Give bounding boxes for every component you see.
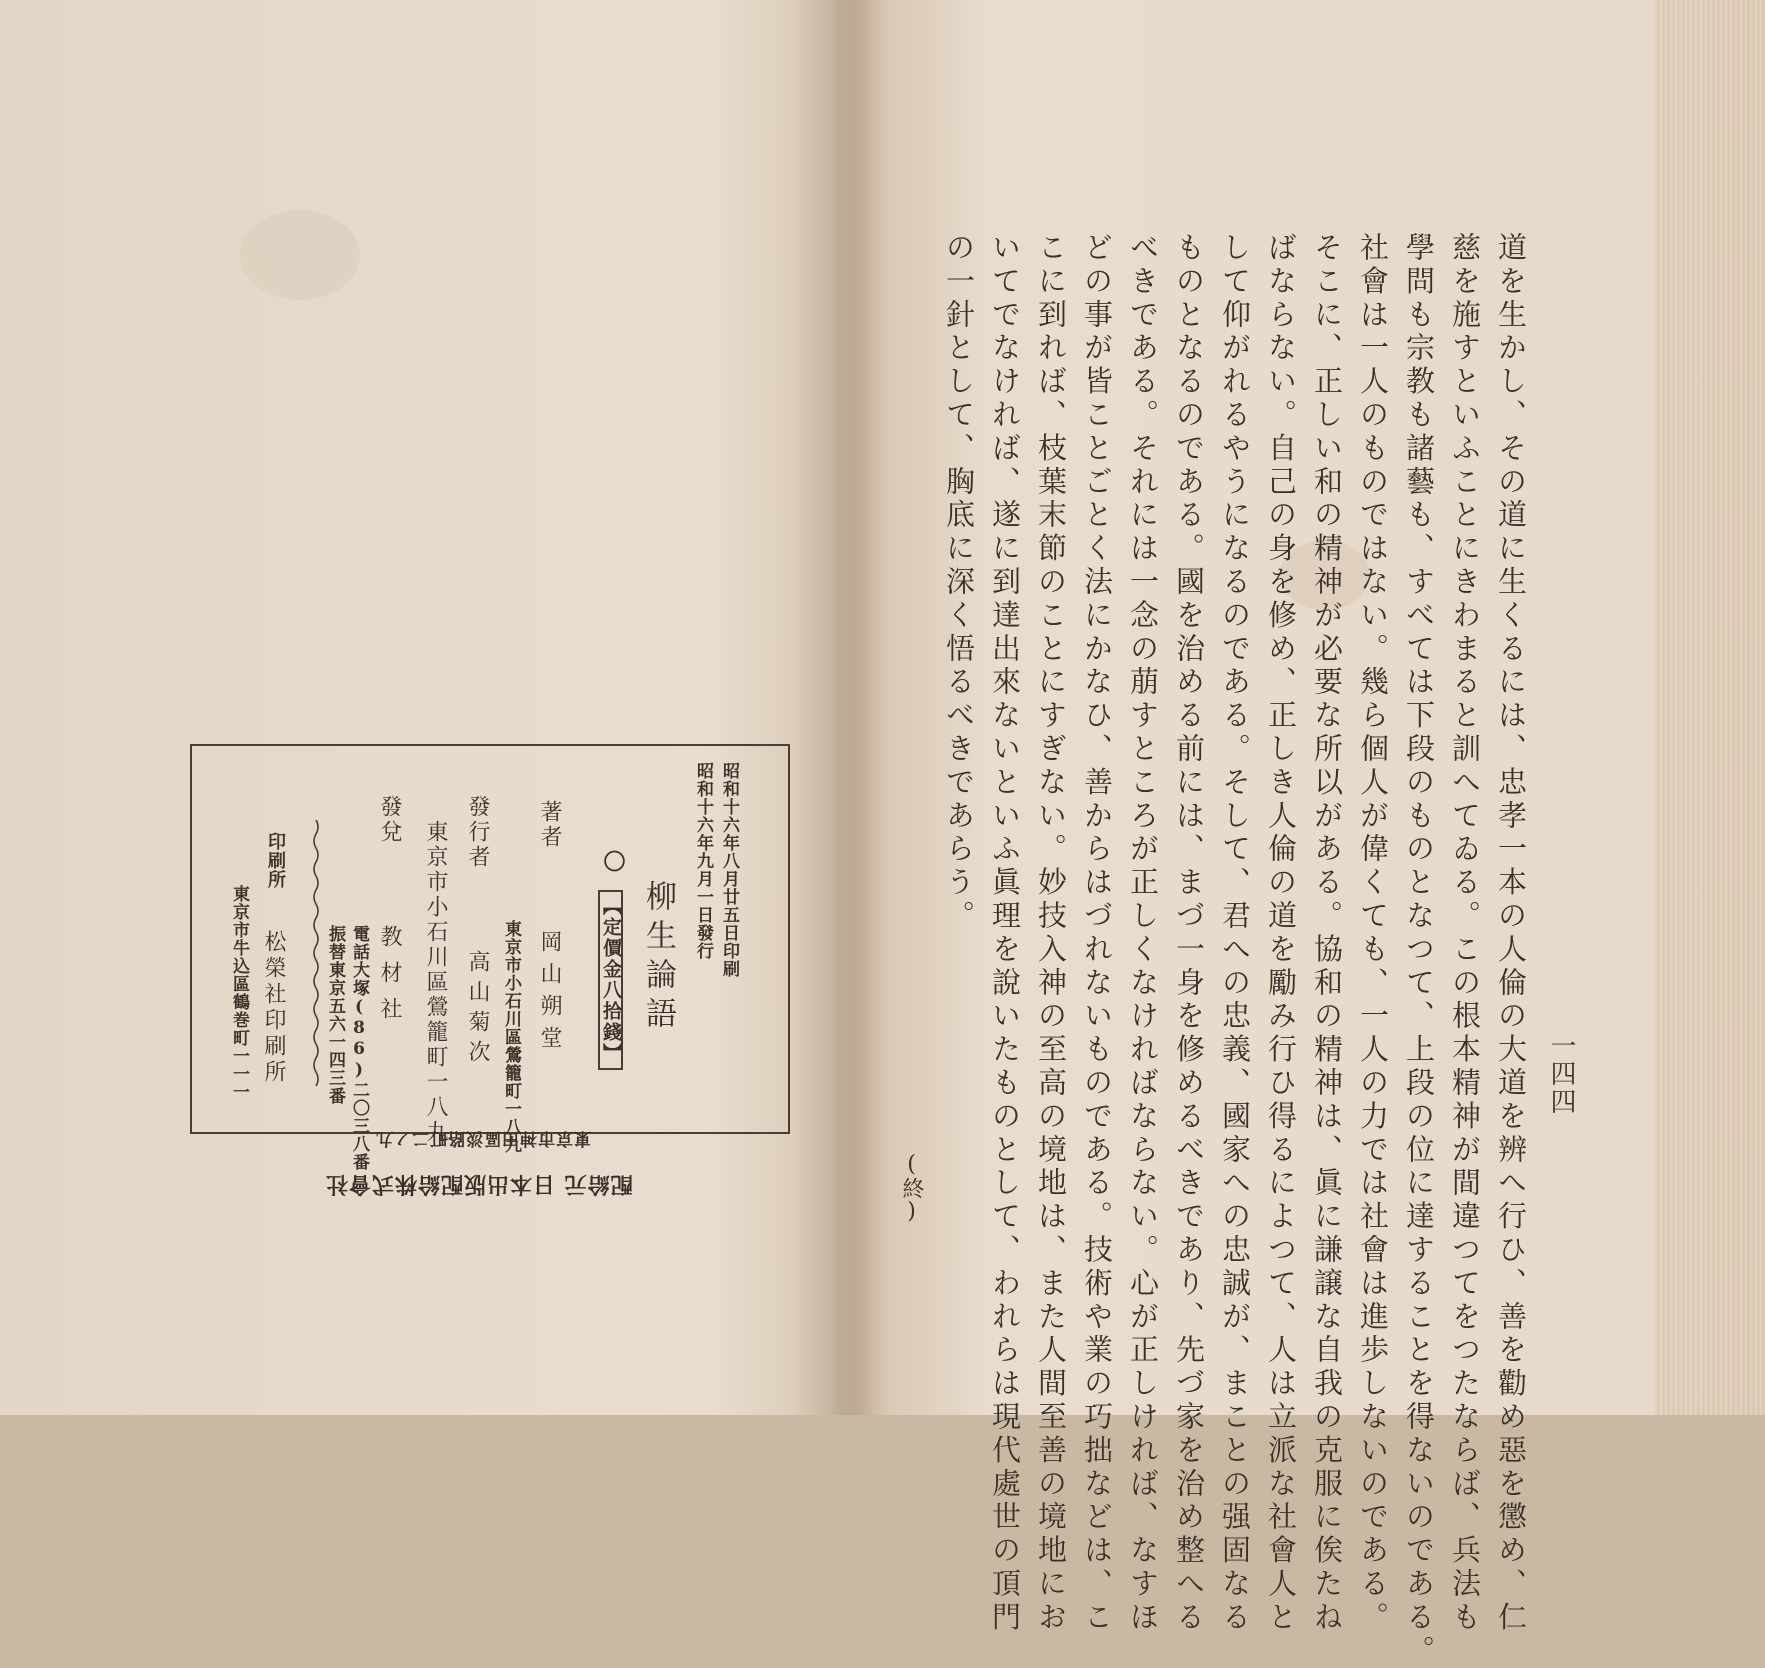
body-line: ものとなるのである。國を治める前には、まづ一身を修めるべきであり、先づ家を治め整へる	[1172, 232, 1206, 1635]
body-line: べきである。それには一念の萠すところが正しくなければならない。心が正しければ、なすほ	[1126, 232, 1160, 1635]
phone: 電話大塚(86)二〇三八番	[349, 925, 369, 1171]
wavy-divider	[312, 820, 320, 1090]
body-line: 學問も宗教も諸藝も、すべては下段のものとなつて、上段の位に達することを得ないのである。	[1402, 232, 1436, 1668]
body-line: 社會は一人のものではない。幾ら個人が偉くても、一人の力では社會は進歩しないのである。	[1356, 232, 1390, 1635]
body-line: いてでなければ、遂に到達出來ないといふ眞理を說いたものとして、われらは現代處世の頂門	[988, 232, 1022, 1635]
printer-name: 松榮社印刷所	[261, 930, 286, 1086]
transfer-account: 振替東京五六一四三番	[325, 925, 345, 1105]
issuer-label: 發行者	[465, 795, 490, 870]
body-line: どの事が皆ことごとく法にかなひ、善からはづれないものである。技術や業の巧拙などは、こ	[1080, 232, 1114, 1635]
publish-date: 昭和十六年九月一日發行	[693, 762, 713, 960]
price: 【定價金八拾錢】	[598, 890, 623, 1070]
body-line: ばならない。自己の身を修め、正しき人倫の道を勵み行ひ得るによつて、人は立派な社會人と	[1264, 232, 1298, 1635]
printer-address: 東京市牛込區鶴巻町一一一	[229, 885, 249, 1101]
price-mark: 〇	[600, 850, 626, 875]
right-page	[845, 0, 1765, 1415]
publisher-address: 東京市小石川區鶯籠町一八九	[501, 920, 521, 1154]
book-title: 柳生論語	[640, 880, 676, 1036]
left-page	[0, 0, 845, 1415]
sender-label: 發兌	[377, 795, 402, 845]
distributor-name: 配給元 日本出版配給株式會社	[325, 1171, 633, 1197]
printer-label: 印刷所	[265, 832, 286, 889]
press-address: 東京市小石川區鶯籠町一八九	[423, 820, 448, 1145]
author-name: 岡山朔堂	[537, 930, 562, 1058]
distributor-address: 東京市神田區淡路町二ノ九	[375, 1128, 591, 1148]
issuer-name: 高山菊次	[465, 950, 490, 1070]
end-mark: (終)	[899, 1152, 924, 1224]
author-label: 著者	[537, 800, 562, 850]
body-line: 道を生かし、その道に生くるには、忠孝一本の人倫の大道を辨へ行ひ、善を勸め惡を懲め、仁	[1494, 232, 1528, 1635]
body-line: 慈を施すといふことにきわまると訓へてゐる。この根本精神が間違つてをつたならば、兵法も	[1448, 232, 1482, 1635]
page-number: 一四四	[1546, 1032, 1576, 1116]
page-edges	[1655, 0, 1765, 1415]
sender-name: 教材社	[377, 925, 402, 1033]
print-date: 昭和十六年八月廿五日印刷	[719, 762, 739, 978]
body-line: して仰がれるやうになるのである。そして、君への忠義、國家への忠誠が、まことの强固なる	[1218, 232, 1252, 1635]
body-line: そこに、正しい和の精神が必要な所以がある。協和の精神は、眞に謙譲な自我の克服に俟たね	[1310, 232, 1344, 1635]
body-line: の一針として、胸底に深く悟るべきであらう。	[942, 232, 976, 934]
body-line: こに到れば、枝葉末節のことにすぎない。妙技入神の至高の境地は、また人間至善の境地にお	[1034, 232, 1068, 1635]
